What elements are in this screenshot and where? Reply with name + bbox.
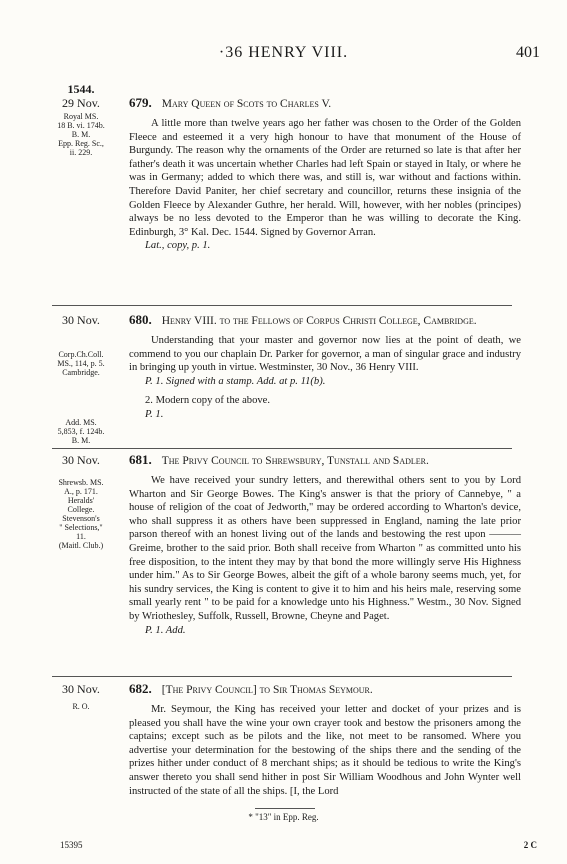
entry-number: 679.	[129, 95, 152, 110]
entry-number: 681.	[129, 452, 152, 467]
entry-number: 680.	[129, 312, 152, 327]
entry-text: A little more than twelve years ago her father was chosen to the Order of the Golden Fleece and esteemed it a very high honour to have that monument of the House of Burgundy. The reason why the ornaments of the Order are returned so late is that after her father's death it was uncertain whether Charles had left Spain or stayed in Italy, or where he was in Germany; added to which there was, and still is, war without and factions within. Therefore David Paniter, her chief secretary and councillor, returns these insignia of the Golden Fleece by Alexander Guthre, her herald. Will, however, with her nobles (principes) always be no less devoted to the Emperor than he was willing to decorate the King. Edinburgh, 3° Kal. Dec. 1544. Signed by Governor Arran.	[129, 118, 521, 238]
source-line: 5,853, f. 124b.	[57, 427, 105, 436]
source-line: MS., 114, p. 5.	[57, 359, 105, 368]
footnote: * "13" in Epp. Reg.	[248, 812, 319, 822]
source-line: Add. MS.	[65, 418, 97, 427]
source-line: B. M.	[71, 436, 91, 445]
source-line: Shrewsb. MS.	[58, 478, 104, 487]
page-number: 401	[516, 44, 540, 61]
divider	[52, 676, 512, 677]
source-line: Stevenson's	[62, 514, 100, 523]
entry-note: P. 1. Add.	[145, 624, 186, 636]
entry-679	[129, 96, 521, 253]
entry-text: We have received your sundry letters, and therewithal others sent to you by Lord Wharton and Sir George Bowes. The King's answer is that the priory of Cannebye, " a house of religion of the coat of Jedworth," may be ordered according to Wharton's device, who shall suppress it as others have been suppressed in England, naming the late prior parson thereof with an honest living out of the lands and bestowing the rest upon ——— Greime, brother to the said prior. Both shall receive from Wharton " as committed unto his free disposition, to the intent they may by that bond the more willingly serve His Highness under him." As to Sir George Bowes, albeit the gift of a whole barony seems much, yet, for his sundry services, the King is content to give it to him and his heirs male, reserving some small yearly rent " to be paid for a knowledge unto his Highness." Westm., 30 Nov. Signed by Wriothesley, Suffolk, Russell, Browne, Cheyne and Paget.	[129, 475, 521, 622]
entry-date: 30 Nov.	[62, 313, 100, 327]
year-label: 1544.	[67, 82, 95, 96]
entry-heading	[129, 453, 521, 468]
entry-681	[129, 453, 521, 637]
margin-date-680	[42, 313, 120, 327]
source-line: " Selections,"	[59, 523, 103, 532]
source-line: Heralds'	[67, 496, 95, 505]
source-line: A., p. 171.	[64, 487, 98, 496]
entry-title: [The Privy Council] to Sir Thomas Seymour.	[161, 684, 373, 696]
entry-title: Mary Queen of Scots to Charles V.	[161, 98, 332, 110]
entry-subtext: 2. Modern copy of the above.	[145, 395, 271, 407]
entry-date: 30 Nov.	[62, 682, 100, 696]
entry-note: Lat., copy, p. 1.	[145, 240, 211, 252]
source-line: 18 B. vi. 174b.	[57, 121, 105, 130]
source-line: R. O.	[72, 702, 90, 711]
source-line: ii. 229.	[69, 148, 93, 157]
source-note-680b	[42, 418, 120, 445]
margin-date-682	[42, 682, 120, 696]
divider	[52, 305, 512, 306]
footnote-rule	[255, 808, 315, 809]
margin-date-681	[42, 453, 120, 467]
running-title: ·36 HENRY VIII.	[218, 44, 349, 61]
source-line: B. M.	[71, 130, 91, 139]
divider	[52, 448, 512, 449]
footer-signature: 15395	[60, 840, 83, 850]
entry-heading	[129, 96, 521, 111]
entry-date: 30 Nov.	[62, 453, 100, 467]
source-line: College.	[67, 505, 95, 514]
source-note-679	[42, 112, 120, 157]
source-line: Cambridge.	[62, 368, 100, 377]
source-line: Royal MS.	[63, 112, 99, 121]
margin-year-date-679	[42, 82, 120, 110]
footer-gathering-mark: 2 C	[523, 840, 537, 850]
entry-text: Mr. Seymour, the King has received your letter and docket of your prizes and is pleased you shall have the wine your own crayer took and bestow the prisoners among the captains; except such as be pilots and the like, not meet to be ransomed. Where you advertise your determination for the bestowing of the ships there and the sending of the prizes hither under conduct of 8 merchant ships; as it should be tedious to write the King's answer thereto you shall send hither in post Sir William Woodhous and John Wynter well instructed of the state of all the ships. [I, the Lord	[129, 704, 521, 797]
running-header	[0, 44, 567, 66]
entry-number: 682.	[129, 681, 152, 696]
entry-subnote: P. 1.	[145, 408, 164, 420]
entry-note: P. 1. Signed with a stamp. Add. at p. 11(b).	[145, 375, 326, 387]
source-line: (Maitl. Club.)	[58, 541, 104, 550]
source-note-680	[42, 350, 120, 377]
source-note-682	[42, 702, 120, 711]
source-note-681	[42, 478, 120, 550]
source-line: 11.	[76, 532, 86, 541]
entry-text: Understanding that your master and governor now lies at the point of death, we commend to you our chaplain Dr. Parker for governor, a man of singular grace and industry in bringing up youth in virtue. Westminster, 30 Nov., 36 Henry VIII.	[129, 335, 521, 374]
entry-title: Henry VIII. to the Fellows of Corpus Christi College, Cambridge.	[161, 315, 477, 327]
entry-heading	[129, 313, 521, 328]
source-line: Corp.Ch.Coll.	[58, 350, 104, 359]
entry-date: 29 Nov.	[62, 96, 100, 110]
entry-682	[129, 682, 521, 798]
entry-title: The Privy Council to Shrewsbury, Tunstall and Sadler.	[161, 455, 429, 467]
entry-680	[129, 313, 521, 422]
source-line: Epp. Reg. Sc.,	[58, 139, 104, 148]
entry-heading	[129, 682, 521, 697]
